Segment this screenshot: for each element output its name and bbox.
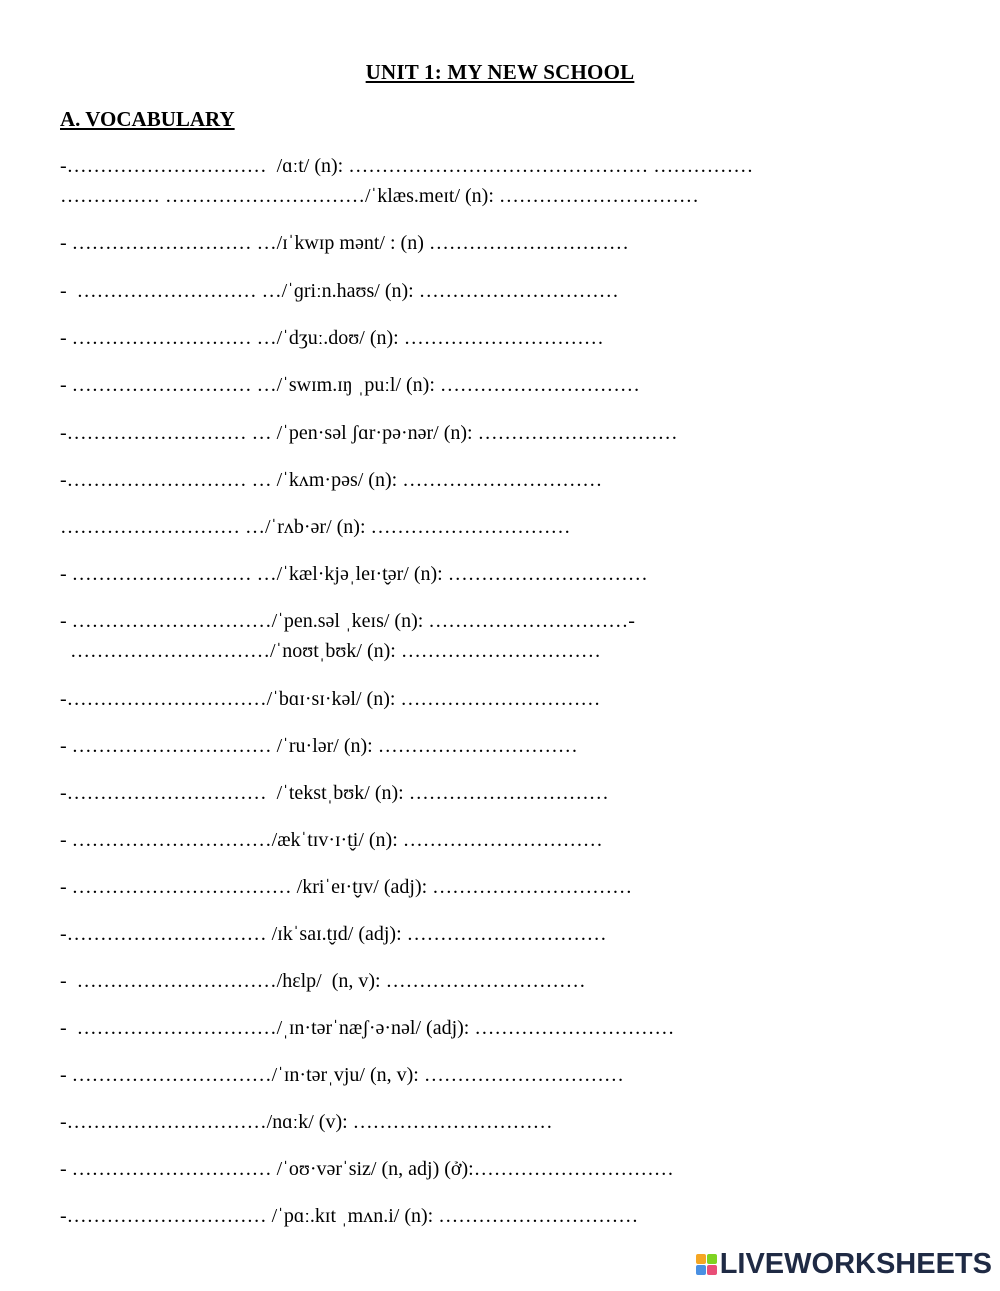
page-title: UNIT 1: MY NEW SCHOOL bbox=[365, 60, 635, 84]
vocab-line: -………………………… /ɑːt/ (n): ……………………………………… …………… bbox=[60, 155, 754, 177]
vocab-line: -………………………… /ˈpɑː.kɪt ˌmʌn.i/ (n): ………………………… bbox=[60, 1205, 639, 1227]
vocab-line: - ………………………… /ˈru·lər/ (n): ………………………… bbox=[60, 735, 578, 757]
vocab-line: - …………………………/ˈpen.səl ˌkeɪs/ (n): …………………………- bbox=[60, 610, 635, 632]
vocab-line: -………………………… /ˈtekstˌbʊk/ (n): ………………………… bbox=[60, 782, 609, 804]
vocab-line: - ……………………… …/ˈɡriːn.haʊs/ (n): ………………………… bbox=[60, 280, 619, 302]
vocab-line: - …………………………… /kriˈeɪ·t̬ɪv/ (adj): ………………………… bbox=[60, 876, 633, 898]
logo-square-icon bbox=[696, 1265, 706, 1275]
vocab-line: …………………………/ˈnoʊtˌbʊk/ (n): ………………………… bbox=[60, 640, 601, 662]
vocab-line: - …………………………/ækˈtɪv·ɪ·t̬i/ (n): ………………………… bbox=[60, 829, 603, 851]
logo-mark-icon bbox=[696, 1254, 717, 1275]
vocab-line: -……………………… … /ˈpen·səl ʃɑr·pə·nər/ (n): ………………………… bbox=[60, 422, 678, 444]
logo-square-icon bbox=[707, 1254, 717, 1264]
logo-text: LIVEWORKSHEETS bbox=[719, 1247, 992, 1280]
vocab-line: - …………………………/ˈɪn·tərˌvju/ (n, v): ………………………… bbox=[60, 1064, 624, 1086]
vocab-line: -…………………………/nɑːk/ (v): ………………………… bbox=[60, 1111, 553, 1133]
vocab-line: - ……………………… …/ˈkæl·kjəˌleɪ·t̬ər/ (n): ………………………… bbox=[60, 563, 648, 585]
vocab-line: -…………………………/ˈbɑɪ·sɪ·kəl/ (n): ………………………… bbox=[60, 688, 601, 710]
section-heading: A. VOCABULARY bbox=[60, 107, 235, 131]
liveworksheets-logo bbox=[696, 1249, 992, 1279]
vocab-line: - ……………………… …/ˈdʒuː.doʊ/ (n): ………………………… bbox=[60, 327, 604, 349]
vocab-line: - ………………………… /ˈoʊ·vərˈsiz/ (n, adj) (ở):………………………… bbox=[60, 1158, 674, 1180]
vocab-line: ……………………… …/ˈrʌb·ər/ (n): ………………………… bbox=[60, 516, 571, 538]
vocab-line: - …………………………/ˌɪn·tərˈnæʃ·ə·nəl/ (adj): ………………………… bbox=[60, 1017, 675, 1039]
vocab-line: - …………………………/hɛlp/ (n, v): ………………………… bbox=[60, 970, 586, 992]
vocab-line: …………… …………………………/ˈklæs.meɪt/ (n): ………………………… bbox=[60, 185, 699, 207]
logo-square-icon bbox=[707, 1265, 717, 1275]
vocab-line: - ……………………… …/ˈswɪm.ɪŋ ˌpuːl/ (n): ………………………… bbox=[60, 374, 640, 396]
vocab-line: -……………………… … /ˈkʌm·pəs/ (n): ………………………… bbox=[60, 469, 603, 491]
logo-square-icon bbox=[696, 1254, 706, 1264]
vocab-line: - ……………………… …/ɪˈkwɪp mənt/ : (n) ………………………… bbox=[60, 232, 629, 254]
vocab-line: -………………………… /ɪkˈsaɪ.t̬ɪd/ (adj): ………………………… bbox=[60, 923, 607, 945]
